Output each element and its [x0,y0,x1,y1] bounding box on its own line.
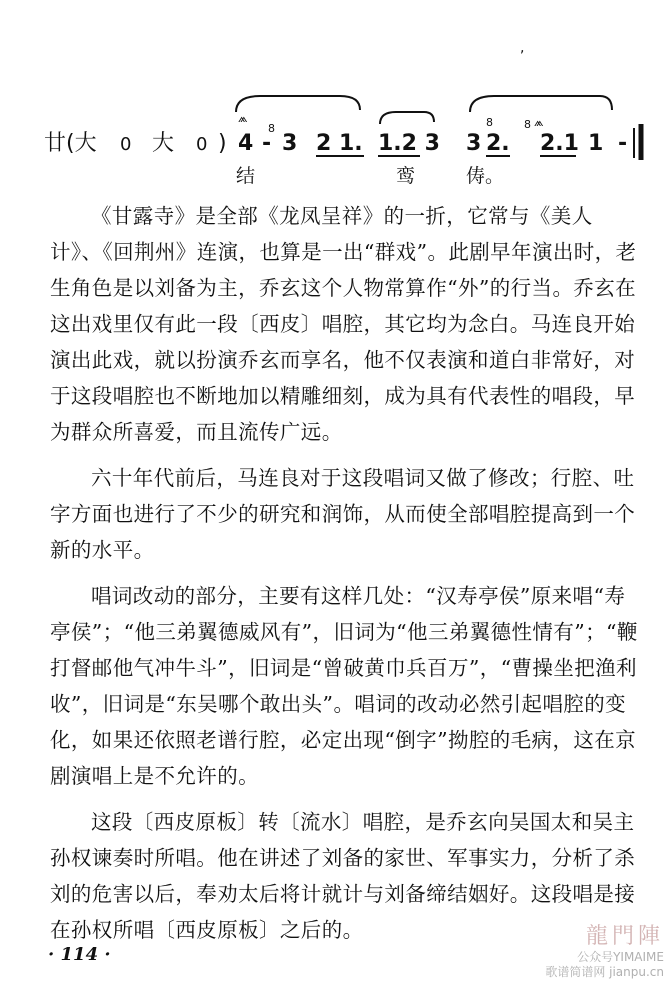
grace-note: 8 [524,118,531,131]
grace-note: 8 [486,116,493,129]
note-dash: - [262,131,272,156]
note: 1.2 3 [378,131,440,156]
watermark-line: 公众号YIMAIME [577,950,664,964]
lyric: 俦。 [466,165,505,187]
watermark-logo: 龍門陣 [585,924,664,949]
trill-mark: ⩕ [238,111,248,125]
page-number: · 114 · [48,944,111,965]
paragraph: 《甘露寺》是全部《龙凤呈祥》的一折，它常与《美人计》、《回荆州》连演，也算是一出“群戏”。此剧早年演出时，老生角色是以刘备为主，乔玄这个人物常算作“外”的行当。乔玄在这出戏里仅有此一段〔西皮〕唱腔，其它均为念白。马连良开始演出此戏，就以扮演乔玄而享名，他不仅表演和道白非常好，对于这段唱腔也不断地加以精雕细刻，成为具有代表性的唱段，早为群众所喜爱，而且流传广远。 [50,204,637,444]
lyric: 结 [236,165,256,187]
grace-note: 8 [268,122,275,135]
percussion-da: 大 [152,131,175,156]
paragraph: 这段〔西皮原板〕转〔流水〕唱腔，是乔玄向吴国太和吴主孙权谏奏时所唱。他在讲述了刘备的家世、军事实力，分析了杀刘的危害以后，奉劝太后将计就计与刘备缔结姻好。这段唱是接在孙权所唱〔西皮原板〕之后的。 [50,810,636,942]
note: 2. [486,131,510,156]
jianpu-notation [0,0,672,200]
paragraph: 六十年代前后，马连良对于这段唱词又做了修改；行腔、吐字方面也进行了不少的研究和润饰，从而使全部唱腔提高到一个新的水平。 [50,466,636,562]
watermark-line: 歌谱简谱网 jianpu.cn [545,965,664,979]
paragraph: 唱词改动的部分，主要有这样几处：“汉寿亭侯”原来唱“寿亭侯”；“他三弟翼德威风有”，旧词为“他三弟翼德性情有”；“鞭打督邮他气冲牛斗”，旧词是“曾破黄巾兵百万”，“曹操坐把渔利收”，旧词是“东吴哪个敢出头”。唱词的改动必然引起唱腔的变化，如果还依照老谱行腔，必定出现“倒字”拗腔的毛病，这在京剧演唱上是不允许的。 [50,584,638,788]
trill-mark: ⩕ [534,115,544,129]
note: 3 [466,131,482,156]
slur-arc [470,96,612,112]
stray-mark: , [520,40,525,56]
body-text [50,198,644,958]
note-dash: - [618,131,628,156]
slur-arc [380,112,434,124]
note: 1 [588,131,604,156]
note: 2.1 [540,131,579,156]
percussion-rest: 0 [120,134,132,155]
percussion-rest: 0 [196,134,208,155]
note: 4 [238,131,254,156]
lyric: 鸾 [396,165,416,187]
watermark [545,919,664,980]
percussion-close: ) [218,131,227,156]
note: 3 [282,131,298,156]
slur-arc [236,96,360,112]
notation-prefix: 廿(大 [44,131,97,156]
note: 2 1. [316,131,363,156]
